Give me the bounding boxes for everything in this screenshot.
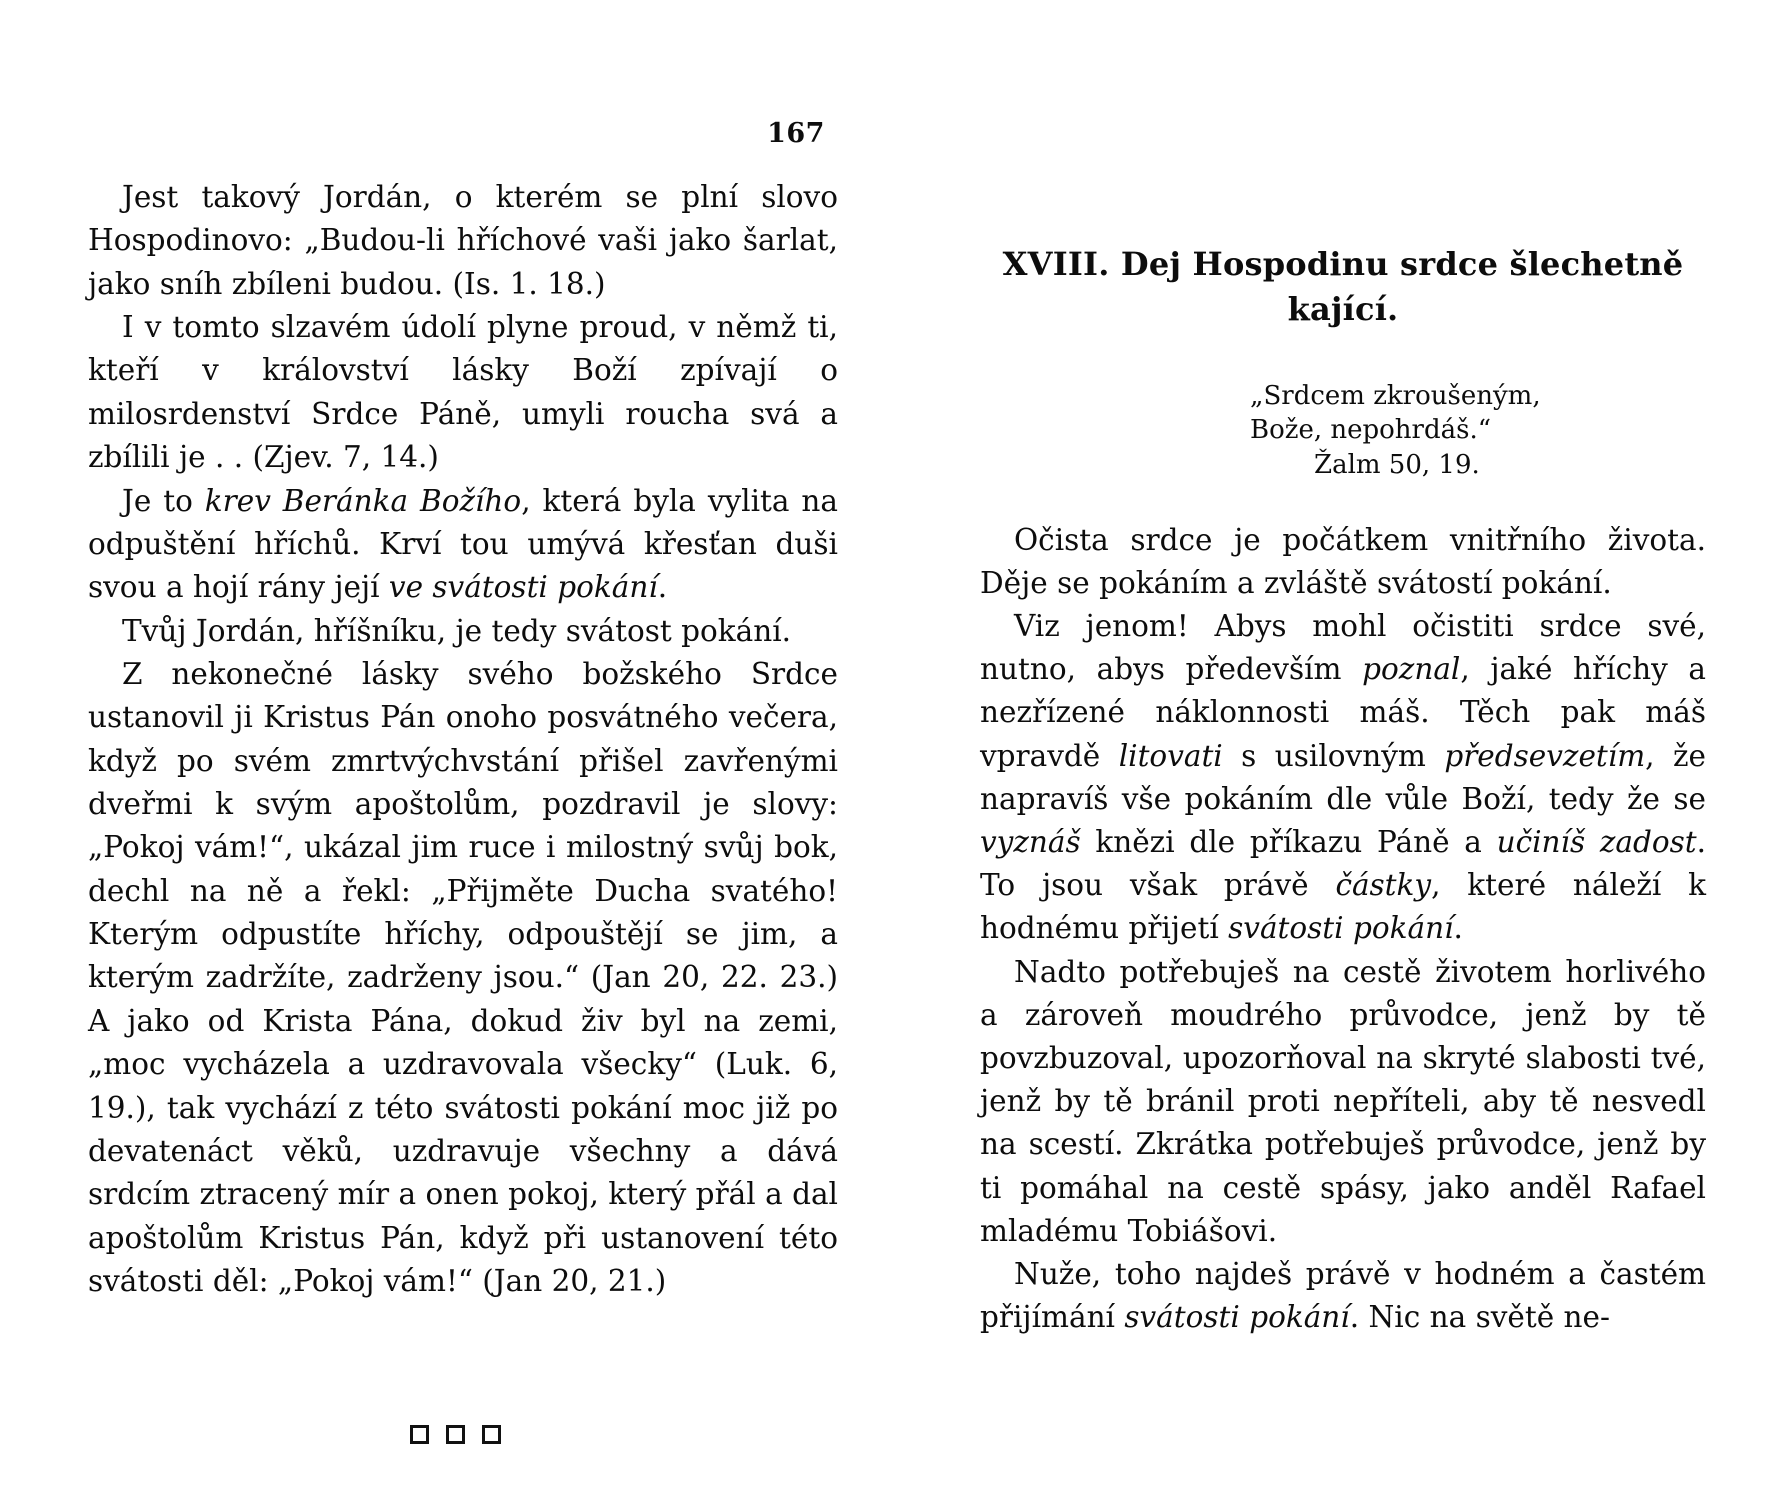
paragraph [88, 306, 838, 479]
ornament-three-squares [410, 1425, 501, 1444]
paragraph-text: Z nekonečné lásky svého božského Srdce ustanovil ji Kristus Pán onoho posvátného večera, když po svém zmrtvýchvstání přišel zavřenými dveřmi k svým apoštolům, pozdravil je slovy: „Pokoj vám!“, ukázal jim ruce i milostný svůj bok, dechl na ně a řekl: „Přijměte Ducha svatého! Kterým odpustíte hříchy, odpouštějí se jim, a kterým zadržíte, zadrženy jsou.“ (Jan 20, 22. 23.) A jako od Krista Pána, dokud živ byl na zemi, „moc vycházela a uzdravovala všecky“ (Luk. 6, 19.), tak vychází z této svátosti pokání moc již po devatenáct věků, uzdravuje všechny a dává srdcím ztracený mír a onen pokoj, který přál a dal apoštolům Kristus Pán, když při ustanovení této svátosti děl: „Pokoj vám!“ (Jan 20, 21.) [88, 656, 838, 1298]
paragraph-text: Nadto potřebuješ na cestě životem horlivého a zároveň moudrého průvodce, jenž by tě povzbuzoval, upozorňoval na skryté slabosti tvé, jenž by tě bránil proti nepříteli, aby tě nesvedl na scestí. Zkrátka potřebuješ průvodce, jenž by ti pomáhal na cestě spásy, jako anděl Rafael mladému Tobiášovi. [980, 954, 1706, 1248]
paragraph [980, 951, 1706, 1253]
paragraph [980, 519, 1706, 605]
paragraph [88, 653, 838, 1303]
paragraph-text: I v tomto slzavém údolí plyne proud, v němž ti, kteří v království lásky Boží zpívají o milosrdenství Srdce Páně, umyli roucha svá a zbílili je . . (Zjev. 7, 14.) [88, 310, 838, 475]
section-heading-line-1: XVIII. Dej Hospodinu srdce šlechetně [1002, 245, 1684, 283]
paragraph [980, 605, 1706, 951]
section-heading [980, 176, 1706, 333]
paragraph [88, 176, 838, 306]
paragraph-text: Nuže, toho najdeš právě v hodném a častém přijímání svátosti pokání. Nic na světě ne- [980, 1257, 1706, 1335]
ornament-square-icon [410, 1425, 429, 1444]
emphasis: učiníš zadost [1496, 825, 1697, 860]
emphasis: předsevzetím [1444, 738, 1646, 773]
paragraph [88, 480, 838, 610]
right-column-body [980, 519, 1706, 1340]
two-column-text-body [0, 176, 1792, 1376]
emphasis: poznal [1362, 652, 1461, 687]
right-text-column [980, 176, 1706, 1339]
section-heading-line-2: kající. [1287, 290, 1399, 329]
epigraph [980, 379, 1706, 483]
epigraph-line-2: Bože, nepohrdáš.“ [1250, 415, 1492, 446]
paragraph [980, 1253, 1706, 1339]
paragraph-text: Viz jenom! Abys mohl očistiti srdce své, nutno, abys především poznal, jaké hříchy a nezřízené náklonnosti máš. Těch pak máš vpravdě litovati s usilovným předsevzetím, že napravíš vše pokáním dle vůle Boží, tedy že se vyznáš knězi dle příkazu Páně a učiníš zadost. To jsou však právě částky, které náleží k hodnému přijetí svátosti pokání. [980, 609, 1707, 946]
epigraph-line-1: „Srdcem zkroušeným, [1250, 380, 1541, 411]
paragraph [88, 610, 838, 653]
ornament-square-icon [446, 1425, 465, 1444]
emphasis: vyznáš [980, 825, 1081, 860]
paragraph-text: Je to krev Beránka Božího, která byla vylita na odpuštění hříchů. Krví tou umývá křesťan duši svou a hojí rány její ve svátosti pokání. [88, 483, 838, 605]
emphasis: krev Beránka Božího [204, 483, 522, 518]
emphasis: svátosti pokání [1124, 1300, 1350, 1335]
left-text-column [88, 176, 838, 1303]
paragraph-text: Očista srdce je počátkem vnitřního života. Děje se pokáním a zvláště svátostí pokání. [980, 522, 1706, 600]
paragraph-text: Tvůj Jordán, hříšníku, je tedy svátost pokání. [122, 613, 792, 648]
ornament-square-icon [482, 1425, 501, 1444]
emphasis: částky [1335, 868, 1432, 903]
page-number: 167 [767, 118, 825, 149]
emphasis: svátosti pokání [1228, 911, 1454, 946]
emphasis: litovati [1118, 738, 1223, 773]
emphasis: ve svátosti pokání [388, 570, 658, 605]
epigraph-source: Žalm 50, 19. [1314, 450, 1480, 481]
paragraph-text: Jest takový Jordán, o kterém se plní slovo Hospodinovo: „Budou-li hříchové vaši jako šarlat, jako sníh zbíleni budou. (Is. 1. 18.) [88, 180, 838, 301]
